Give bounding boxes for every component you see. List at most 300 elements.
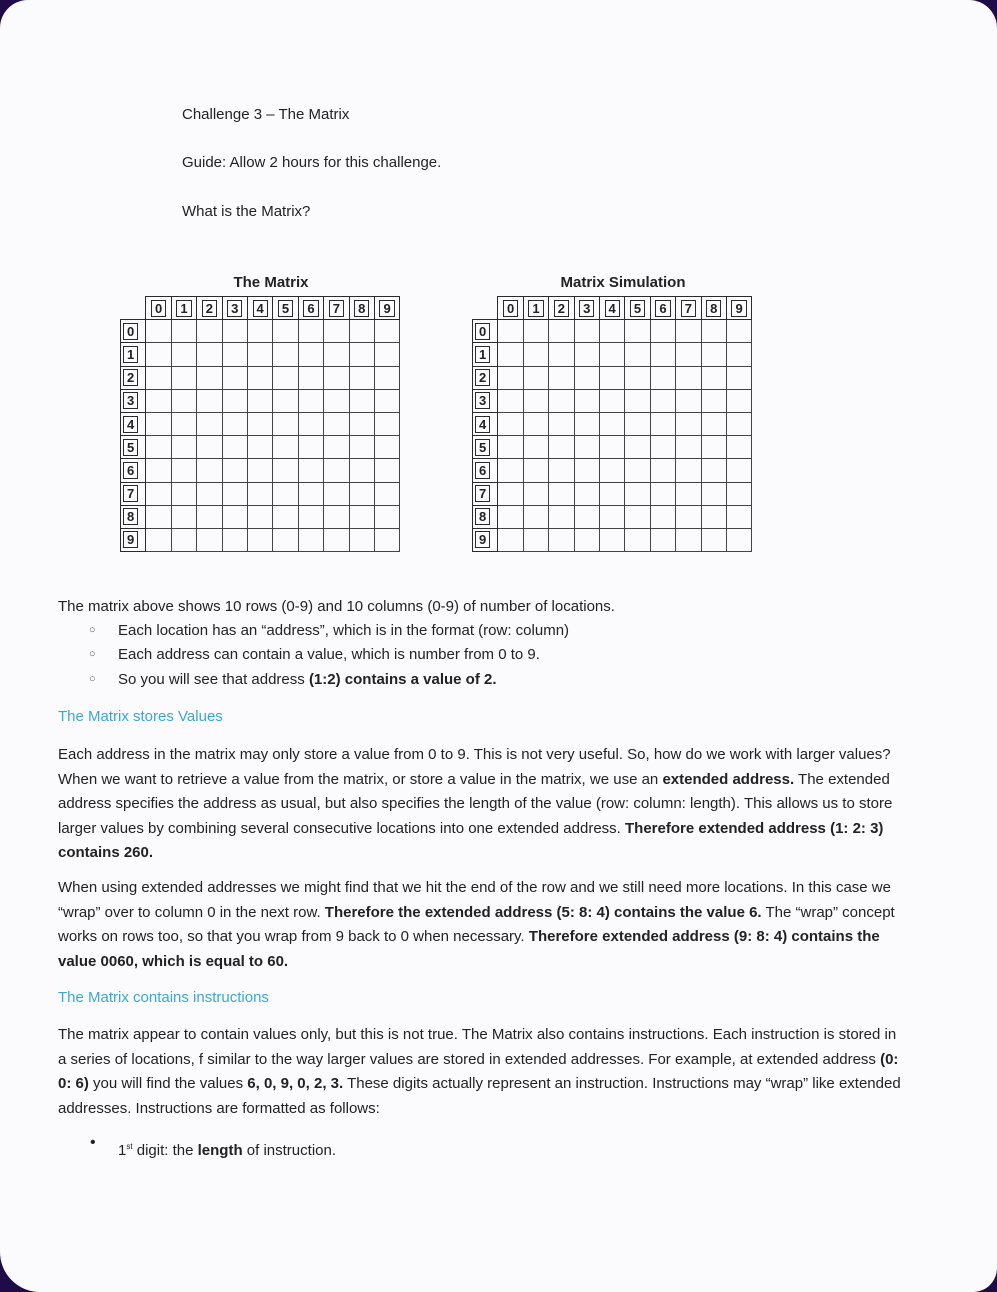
the-matrix-cell xyxy=(171,320,196,343)
matrix-simulation-cell xyxy=(701,459,726,482)
matrix-simulation-row-header-label: 7 xyxy=(475,485,490,502)
the-matrix-cell xyxy=(324,366,349,389)
the-matrix-cell xyxy=(349,389,374,412)
the-matrix-cell xyxy=(146,482,171,505)
the-matrix-cell xyxy=(171,459,196,482)
the-matrix-cell xyxy=(349,366,374,389)
the-matrix-cell xyxy=(146,389,171,412)
the-matrix-cell xyxy=(298,436,323,459)
the-matrix-cell xyxy=(349,482,374,505)
matrix-simulation-cell xyxy=(676,505,701,528)
matrix-simulation-row xyxy=(473,528,752,551)
the-matrix-cell xyxy=(222,412,247,435)
matrix-simulation-cell xyxy=(650,505,675,528)
the-matrix-cell xyxy=(222,366,247,389)
matrix-simulation-row-header xyxy=(473,343,498,366)
the-matrix-row-header xyxy=(121,366,146,389)
matrix-simulation-cell xyxy=(676,366,701,389)
paragraph-extended-address xyxy=(58,743,908,866)
paragraph-wrap xyxy=(58,876,908,974)
matrix-simulation-cell xyxy=(599,482,624,505)
the-matrix-row-header xyxy=(121,389,146,412)
bullet1-text-a: digit: the xyxy=(132,1142,198,1159)
matrix-simulation-cell xyxy=(574,482,599,505)
matrix-simulation-cell xyxy=(726,528,751,551)
the-matrix-cell xyxy=(146,528,171,551)
the-matrix-cell xyxy=(197,412,222,435)
the-matrix-cell xyxy=(146,366,171,389)
the-matrix-cell xyxy=(273,482,298,505)
matrix-simulation-column-header-label: 5 xyxy=(630,300,645,317)
matrix-simulation-cell xyxy=(549,389,574,412)
matrix-simulation-cell xyxy=(650,482,675,505)
the-matrix-column-header-label: 8 xyxy=(354,300,369,317)
matrix-simulation-cell xyxy=(676,412,701,435)
matrix-simulation-cell xyxy=(549,528,574,551)
matrix-simulation-cell xyxy=(726,459,751,482)
matrix-simulation-cell xyxy=(625,320,650,343)
the-matrix-cell xyxy=(171,528,196,551)
sub-bullet-1: Each location has an “address”, which is in the format (row: column) xyxy=(118,622,570,639)
matrix-simulation-column-header-label: 4 xyxy=(605,300,620,317)
sub-bullet-icon: ○ xyxy=(89,673,96,685)
the-matrix-row-header-label: 2 xyxy=(123,369,138,386)
matrix-simulation-row xyxy=(473,482,752,505)
matrix-simulation-row-header-label: 9 xyxy=(475,531,490,548)
the-matrix-cell xyxy=(222,320,247,343)
matrix-simulation-cell xyxy=(650,412,675,435)
matrix-simulation-cell xyxy=(726,389,751,412)
the-matrix-row xyxy=(121,412,400,435)
guide-text: Guide: Allow 2 hours for this challenge. xyxy=(182,154,442,171)
bullet1-number: 1 xyxy=(118,1142,127,1159)
matrix-simulation-cell xyxy=(701,320,726,343)
the-matrix-column-header xyxy=(273,297,298,320)
the-matrix-cell xyxy=(146,412,171,435)
matrix-simulation-row-header xyxy=(473,505,498,528)
matrix-simulation-cell xyxy=(523,528,548,551)
sub-bullet-3-prefix: So you will see that address xyxy=(118,671,309,688)
matrix-simulation-cell xyxy=(650,528,675,551)
the-matrix-cell xyxy=(374,320,399,343)
matrix-simulation-cell xyxy=(599,459,624,482)
matrix-simulation-cell xyxy=(650,459,675,482)
para1-bold-a: extended address. xyxy=(662,770,795,788)
the-matrix-cell xyxy=(146,459,171,482)
matrix-simulation-cell xyxy=(625,436,650,459)
matrix-simulation-cell xyxy=(599,366,624,389)
the-matrix-cell xyxy=(222,389,247,412)
the-matrix-column-header-label: 3 xyxy=(227,300,242,317)
matrix-simulation-cell xyxy=(498,436,523,459)
matrix-simulation-cell xyxy=(726,320,751,343)
matrix-simulation-column-header-label: 6 xyxy=(655,300,670,317)
sub-bullet-3 xyxy=(118,670,497,689)
matrix-simulation-cell xyxy=(599,505,624,528)
the-matrix-cell xyxy=(349,412,374,435)
the-matrix-cell xyxy=(324,320,349,343)
the-matrix-row-header-label: 1 xyxy=(123,346,138,363)
the-matrix-cell xyxy=(298,343,323,366)
matrix-simulation-cell xyxy=(599,343,624,366)
the-matrix-cell xyxy=(324,505,349,528)
the-matrix-cell xyxy=(273,320,298,343)
the-matrix-cell xyxy=(273,436,298,459)
the-matrix-cell xyxy=(298,366,323,389)
the-matrix-cell xyxy=(374,389,399,412)
sub-bullet-icon: ○ xyxy=(89,648,96,660)
matrix-simulation-cell xyxy=(599,412,624,435)
matrix-simulation-column-header xyxy=(523,297,548,320)
matrix-simulation-row xyxy=(473,389,752,412)
matrix-simulation-row-header xyxy=(473,528,498,551)
the-matrix-cell xyxy=(247,528,272,551)
the-matrix-cell xyxy=(247,505,272,528)
matrix-simulation-column-header-label: 8 xyxy=(706,300,721,317)
matrix-simulation-cell xyxy=(574,436,599,459)
the-matrix-cell xyxy=(273,459,298,482)
bullet1-bold: length xyxy=(197,1142,243,1159)
the-matrix-cell xyxy=(374,482,399,505)
the-matrix-cell xyxy=(146,436,171,459)
the-matrix-column-header xyxy=(197,297,222,320)
matrix-simulation-row-header xyxy=(473,389,498,412)
matrix-simulation-cell xyxy=(676,436,701,459)
bullet1-text-b: of instruction. xyxy=(242,1142,337,1159)
matrix-simulation-cell xyxy=(726,366,751,389)
matrix-simulation-cell xyxy=(498,528,523,551)
matrix-simulation-cell xyxy=(498,366,523,389)
matrix-simulation-grid xyxy=(472,296,752,552)
the-matrix-cell xyxy=(349,343,374,366)
the-matrix-cell xyxy=(247,436,272,459)
matrix-simulation-cell xyxy=(676,320,701,343)
matrix-simulation-column-header xyxy=(676,297,701,320)
matrix-simulation-cell xyxy=(676,528,701,551)
matrix-simulation-cell xyxy=(726,505,751,528)
matrix-simulation-cell xyxy=(726,436,751,459)
matrix-simulation-cell xyxy=(549,459,574,482)
instruction-bullet-1 xyxy=(118,1137,336,1160)
the-matrix-title: The Matrix xyxy=(233,274,309,291)
matrix-simulation-row xyxy=(473,436,752,459)
the-matrix-column-header xyxy=(324,297,349,320)
matrix-simulation-cell xyxy=(625,389,650,412)
matrix-simulation-column-header-label: 2 xyxy=(554,300,569,317)
the-matrix-row-header xyxy=(121,459,146,482)
the-matrix-row xyxy=(121,343,400,366)
matrix-simulation-column-header xyxy=(650,297,675,320)
the-matrix-cell xyxy=(247,412,272,435)
matrix-simulation-row xyxy=(473,412,752,435)
matrix-simulation-cell xyxy=(701,482,726,505)
bullet-icon: • xyxy=(90,1134,96,1151)
the-matrix-cell xyxy=(298,459,323,482)
the-matrix-cell xyxy=(374,459,399,482)
matrix-simulation-cell xyxy=(625,366,650,389)
matrix-simulation-row-header xyxy=(473,436,498,459)
matrix-simulation-row-header-label: 5 xyxy=(475,439,490,456)
the-matrix-row-header xyxy=(121,320,146,343)
matrix-simulation-row-header-label: 0 xyxy=(475,323,490,340)
the-matrix-cell xyxy=(222,459,247,482)
matrix-simulation-column-header xyxy=(574,297,599,320)
the-matrix-column-header xyxy=(247,297,272,320)
para2-text-b: The “wrap” concept works on rows too, so that you wrap from 9 back to 0 when necessary. xyxy=(58,903,895,945)
the-matrix-cell xyxy=(171,412,196,435)
matrix-simulation-cell xyxy=(701,505,726,528)
matrix-simulation-cell xyxy=(523,459,548,482)
matrix-simulation-cell xyxy=(676,389,701,412)
matrix-simulation-row-header xyxy=(473,366,498,389)
matrix-simulation-cell xyxy=(523,505,548,528)
matrix-simulation-cell xyxy=(701,412,726,435)
the-matrix-cell xyxy=(146,343,171,366)
the-matrix-row-header-label: 0 xyxy=(123,323,138,340)
matrix-simulation-row-header-label: 2 xyxy=(475,369,490,386)
the-matrix-cell xyxy=(298,389,323,412)
the-matrix-cell xyxy=(324,412,349,435)
para1-text-a: Each address in the matrix may only store a value from 0 to 9. This is not very useful. So, how do we work with larger values? When we want to retrieve a value from the matrix, or store a value in the matrix, we use an xyxy=(58,746,891,788)
matrix-simulation-cell xyxy=(574,528,599,551)
matrix-simulation-cell xyxy=(498,459,523,482)
the-matrix-cell xyxy=(298,482,323,505)
the-matrix-cell xyxy=(324,389,349,412)
para2-text-a: When using extended addresses we might find that we hit the end of the row and we still need more locations. In this case we “wrap” over to column 0 in the next row. xyxy=(58,879,891,921)
the-matrix-cell xyxy=(197,505,222,528)
matrix-simulation-cell xyxy=(625,412,650,435)
the-matrix-cell xyxy=(324,436,349,459)
the-matrix-cell xyxy=(273,412,298,435)
the-matrix-cell xyxy=(247,459,272,482)
the-matrix-cell xyxy=(146,320,171,343)
the-matrix-column-header-label: 2 xyxy=(202,300,217,317)
the-matrix-cell xyxy=(222,343,247,366)
matrix-simulation-row-header xyxy=(473,320,498,343)
the-matrix-row-header-label: 9 xyxy=(123,531,138,548)
matrix-simulation-column-header-label: 0 xyxy=(503,300,518,317)
the-matrix-cell xyxy=(146,505,171,528)
the-matrix-cell xyxy=(247,343,272,366)
the-matrix-row xyxy=(121,459,400,482)
matrix-simulation-cell xyxy=(549,482,574,505)
matrix-simulation-cell xyxy=(599,389,624,412)
the-matrix-row-header xyxy=(121,482,146,505)
the-matrix-row xyxy=(121,436,400,459)
matrix-simulation-row xyxy=(473,343,752,366)
matrix-simulation-cell xyxy=(625,505,650,528)
the-matrix-cell xyxy=(324,482,349,505)
the-matrix-cell xyxy=(222,482,247,505)
matrix-simulation-row-header-label: 4 xyxy=(475,416,490,433)
challenge-title: Challenge 3 – The Matrix xyxy=(182,106,350,123)
para3-text-a: The matrix appear to contain values only, but this is not true. The Matrix also contains instructions. Each instruction is stored in a series of locations, f similar to the way larger values are stored in extended addresses. For example, at extended address xyxy=(58,1026,897,1068)
matrix-simulation-cell xyxy=(523,436,548,459)
section-heading-contains-instructions: The Matrix contains instructions xyxy=(58,989,269,1006)
matrix-simulation-cell xyxy=(574,366,599,389)
the-matrix-row-header-label: 5 xyxy=(123,439,138,456)
the-matrix-cell xyxy=(197,389,222,412)
matrix-simulation-cell xyxy=(523,482,548,505)
the-matrix-cell xyxy=(374,528,399,551)
the-matrix-cell xyxy=(273,366,298,389)
para2-bold-b: Therefore extended address (9: 8: 4) contains the value 0060, which is equal to 60. xyxy=(58,928,880,970)
the-matrix-cell xyxy=(298,320,323,343)
the-matrix-cell xyxy=(374,366,399,389)
the-matrix-cell xyxy=(374,343,399,366)
matrix-simulation-cell xyxy=(498,320,523,343)
para2-bold-a: Therefore the extended address (5: 8: 4) contains the value 6. xyxy=(324,903,762,921)
paragraph-instructions xyxy=(58,1023,908,1121)
matrix-simulation-cell xyxy=(574,320,599,343)
matrix-simulation-cell xyxy=(726,343,751,366)
matrix-simulation-column-header xyxy=(726,297,751,320)
the-matrix-cell xyxy=(197,343,222,366)
matrix-simulation-cell xyxy=(701,528,726,551)
matrix-simulation-column-header xyxy=(599,297,624,320)
matrix-simulation-cell xyxy=(650,436,675,459)
matrix-simulation-cell xyxy=(676,343,701,366)
matrix-simulation-cell xyxy=(549,343,574,366)
matrix-simulation-cell xyxy=(574,412,599,435)
para3-text-c: These digits actually represent an instruction. Instructions may “wrap” like extended addresses. Instructions are formatted as follows: xyxy=(58,1075,901,1117)
the-matrix-column-header-label: 4 xyxy=(253,300,268,317)
the-matrix-column-header-label: 5 xyxy=(278,300,293,317)
the-matrix-row xyxy=(121,528,400,551)
matrix-simulation-cell xyxy=(650,320,675,343)
matrix-simulation-cell xyxy=(625,528,650,551)
matrix-simulation-cell xyxy=(498,389,523,412)
the-matrix-cell xyxy=(324,459,349,482)
the-matrix-cell xyxy=(197,366,222,389)
matrix-simulation-column-header-label: 9 xyxy=(731,300,746,317)
the-matrix-row-header xyxy=(121,412,146,435)
matrix-simulation-row-header xyxy=(473,459,498,482)
the-matrix-grid xyxy=(120,296,400,552)
the-matrix-cell xyxy=(171,343,196,366)
the-matrix-cell xyxy=(374,505,399,528)
the-matrix-column-header-label: 6 xyxy=(303,300,318,317)
matrix-simulation-row-header xyxy=(473,482,498,505)
matrix-simulation-cell xyxy=(625,343,650,366)
matrix-simulation-column-header xyxy=(498,297,523,320)
matrix-simulation-cell xyxy=(574,459,599,482)
the-matrix-cell xyxy=(171,436,196,459)
the-matrix-cell xyxy=(197,528,222,551)
sub-bullet-icon: ○ xyxy=(89,624,96,636)
the-matrix-cell xyxy=(197,482,222,505)
the-matrix-row xyxy=(121,389,400,412)
the-matrix-column-header-label: 7 xyxy=(329,300,344,317)
matrix-simulation-row xyxy=(473,505,752,528)
matrix-simulation-cell xyxy=(676,459,701,482)
sub-bullet-3-bold: (1:2) contains a value of 2. xyxy=(308,671,497,688)
the-matrix-cell xyxy=(273,343,298,366)
the-matrix-column-header xyxy=(222,297,247,320)
matrix-simulation-row-header-label: 8 xyxy=(475,508,490,525)
the-matrix-cell xyxy=(349,436,374,459)
matrix-simulation-cell xyxy=(523,343,548,366)
matrix-simulation-cell xyxy=(523,366,548,389)
the-matrix-column-header xyxy=(146,297,171,320)
matrix-simulation-cell xyxy=(701,366,726,389)
matrix-simulation-row-header-label: 6 xyxy=(475,462,490,479)
matrix-simulation-cell xyxy=(650,366,675,389)
matrix-simulation-cell xyxy=(574,343,599,366)
the-matrix-row-header xyxy=(121,436,146,459)
matrix-simulation-cell xyxy=(523,389,548,412)
matrix-simulation-cell xyxy=(625,482,650,505)
matrix-simulation-cell xyxy=(701,389,726,412)
matrix-simulation-cell xyxy=(650,343,675,366)
matrix-simulation-cell xyxy=(498,412,523,435)
the-matrix-cell xyxy=(298,528,323,551)
para3-bold-b: 6, 0, 9, 0, 2, 3. xyxy=(247,1075,344,1092)
the-matrix-row-header-label: 8 xyxy=(123,508,138,525)
matrix-simulation-row xyxy=(473,320,752,343)
the-matrix-cell xyxy=(349,320,374,343)
matrix-simulation-cell xyxy=(701,343,726,366)
the-matrix-cell xyxy=(273,528,298,551)
the-matrix-cell xyxy=(273,389,298,412)
the-matrix-column-header-label: 9 xyxy=(379,300,394,317)
matrix-simulation-cell xyxy=(625,459,650,482)
matrix-simulation-cell xyxy=(549,436,574,459)
the-matrix-row-header xyxy=(121,528,146,551)
matrix-simulation-cell xyxy=(549,366,574,389)
matrix-simulation-cell xyxy=(574,389,599,412)
matrix-question: What is the Matrix? xyxy=(182,203,311,220)
the-matrix-cell xyxy=(197,459,222,482)
matrix-simulation-row-header-label: 1 xyxy=(475,346,490,363)
matrix-simulation-row-header xyxy=(473,412,498,435)
the-matrix-cell xyxy=(247,482,272,505)
the-matrix-cell xyxy=(298,505,323,528)
the-matrix-column-header xyxy=(374,297,399,320)
matrix-simulation-title: Matrix Simulation xyxy=(560,274,686,291)
matrix-intro: The matrix above shows 10 rows (0-9) and 10 columns (0-9) of number of locations. xyxy=(58,598,615,615)
the-matrix-cell xyxy=(349,528,374,551)
matrix-simulation-column-header-label: 3 xyxy=(579,300,594,317)
the-matrix-row-header xyxy=(121,505,146,528)
matrix-simulation-row-header-label: 3 xyxy=(475,392,490,409)
the-matrix-column-header xyxy=(349,297,374,320)
the-matrix-column-header-label: 1 xyxy=(176,300,191,317)
matrix-simulation-cell xyxy=(599,528,624,551)
bullet1-suffix: st xyxy=(126,1142,133,1151)
sub-bullet-2: Each address can contain a value, which is number from 0 to 9. xyxy=(118,646,540,663)
matrix-simulation-column-header-label: 1 xyxy=(528,300,543,317)
para3-bold-a: (0: 0: 6) xyxy=(58,1050,899,1092)
matrix-simulation-cell xyxy=(498,505,523,528)
matrix-simulation-cell xyxy=(726,482,751,505)
matrix-simulation-cell xyxy=(549,505,574,528)
matrix-simulation-cell xyxy=(498,482,523,505)
matrix-simulation-cell xyxy=(599,436,624,459)
matrix-simulation-cell xyxy=(599,320,624,343)
para3-text-b: you will find the values xyxy=(88,1075,248,1092)
the-matrix-cell xyxy=(222,505,247,528)
the-matrix-row xyxy=(121,482,400,505)
the-matrix-corner xyxy=(121,297,146,320)
the-matrix-cell xyxy=(171,389,196,412)
the-matrix-cell xyxy=(374,436,399,459)
the-matrix-row-header-label: 7 xyxy=(123,485,138,502)
the-matrix-column-header-label: 0 xyxy=(151,300,166,317)
matrix-simulation-row xyxy=(473,459,752,482)
matrix-simulation-cell xyxy=(676,482,701,505)
the-matrix-cell xyxy=(222,528,247,551)
